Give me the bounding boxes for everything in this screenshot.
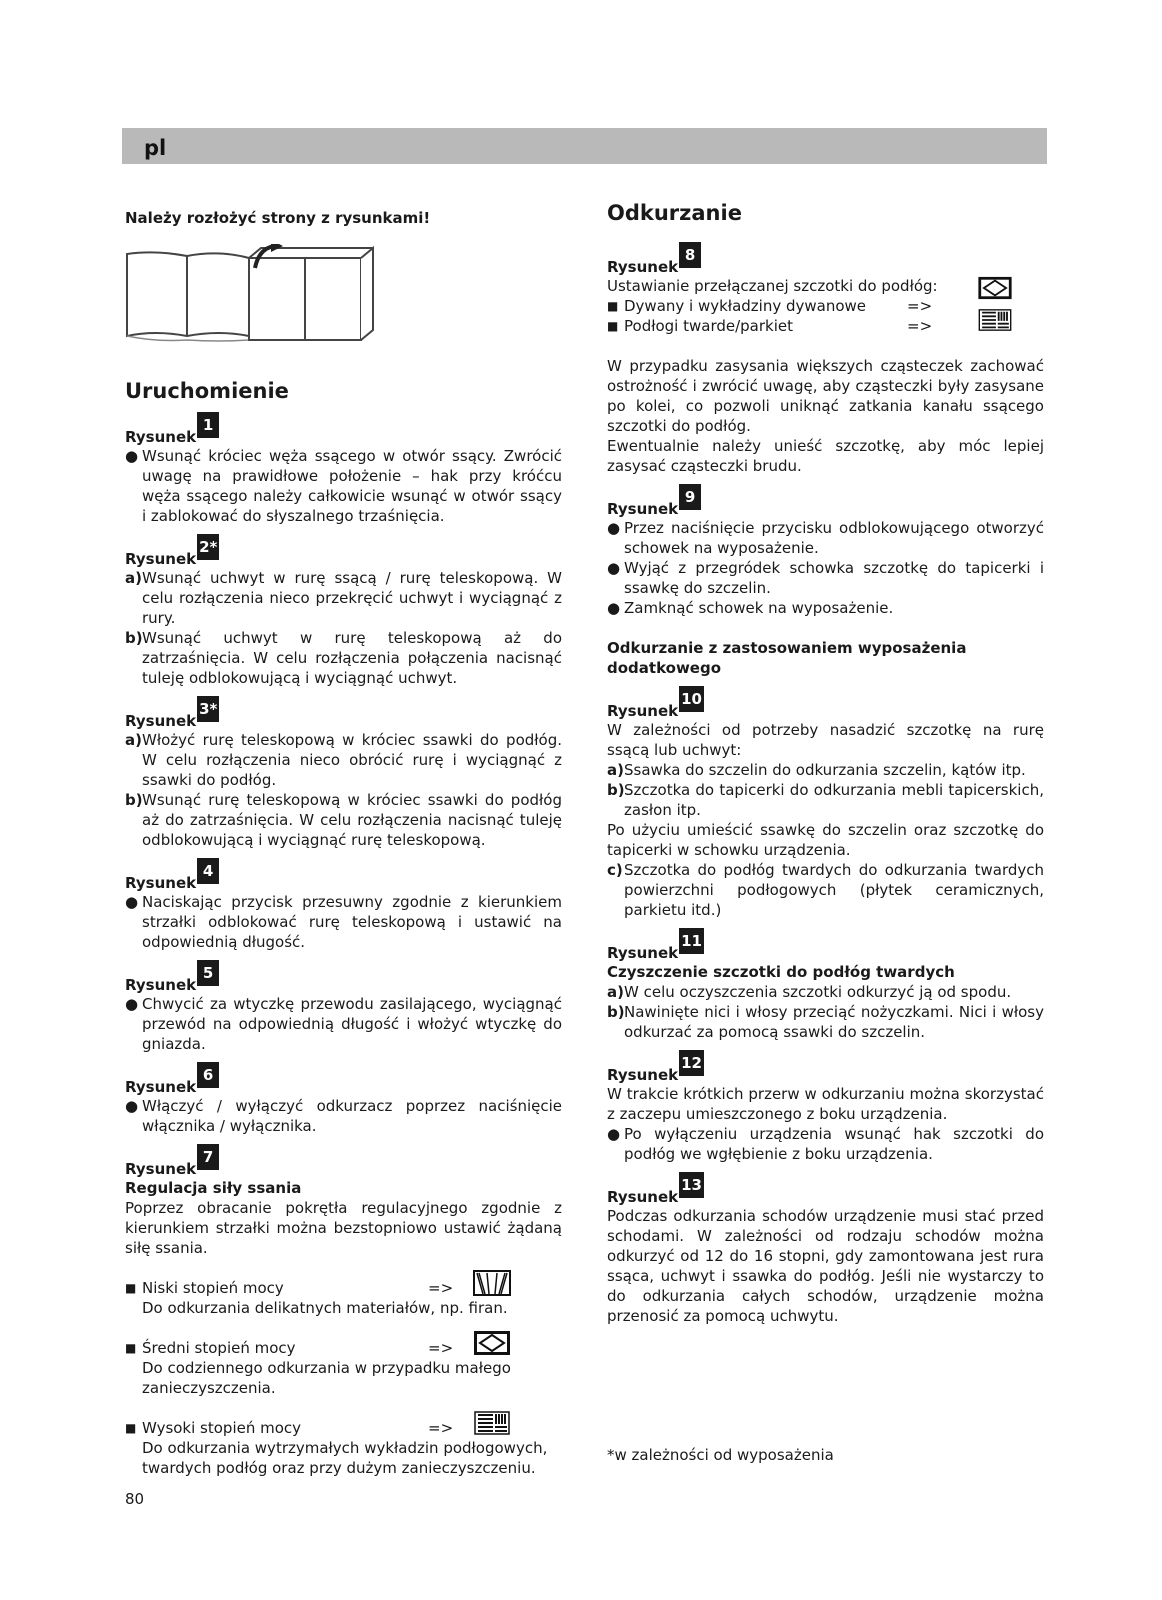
brush-setting-hardfloor: ■ Podłogi twarde/parkiet => xyxy=(607,316,1044,336)
figure-number-badge: 4 xyxy=(197,858,219,884)
figure-number-badge: 10 xyxy=(679,686,704,712)
language-header-bar xyxy=(122,128,1047,164)
figure-8-heading: Rysunek 8 xyxy=(607,250,1044,276)
list-item: b) Nawinięte nici i włosy przeciąć nożyczkami. Nici i włosy odkurzać za pomocą ssawki do szczelin. xyxy=(607,1003,1044,1041)
brush-setting-carpet: ■ Dywany i wykładziny dywanowe => xyxy=(607,297,933,315)
power-level-name: Średni stopień mocy xyxy=(142,1339,296,1357)
language-code: pl xyxy=(144,136,167,160)
carpet-icon xyxy=(473,1330,511,1356)
hardfloor-icon xyxy=(473,1410,511,1436)
list-item: a) Ssawka do szczelin do odkurzania szczelin, kątów itp. xyxy=(607,761,1026,779)
power-level-name: Niski stopień mocy xyxy=(142,1279,284,1297)
list-item: ● Włączyć / wyłączyć odkurzacz poprzez naciśnięcie włącznika / wyłącznika. xyxy=(125,1097,562,1135)
list-item: b) Wsunąć rurę teleskopową w króciec ssawki do podłóg aż do zatrzaśnięcia. W celu rozłączenia nacisnąć tuleję odblokowującą i wyciągnąć rurę teleskopową. xyxy=(125,791,562,849)
brush-cleaning-subtitle: Czyszczenie szczotki do podłóg twardych xyxy=(607,963,955,981)
right-column xyxy=(607,200,1044,1326)
list-item: b) Szczotka do tapicerki do odkurzania mebli tapicerskich, zasłon itp. xyxy=(607,781,1044,819)
power-level-description: Do odkurzania delikatnych materiałów, np. firan. xyxy=(142,1299,508,1317)
list-item: c) Szczotka do podłóg twardych do odkurzania twardych powierzchni podłogowych (płytek ceramicznych, parkietu itd.) xyxy=(607,861,1044,919)
figure-12-heading: Rysunek 12 xyxy=(607,1058,1044,1084)
page-number: 80 xyxy=(125,1490,145,1508)
figure-number-badge: 3* xyxy=(197,696,219,722)
figure-number-badge: 13 xyxy=(679,1172,704,1198)
brush-setting-intro: Ustawianie przełączanej szczotki do podłóg: xyxy=(607,276,1044,296)
figure-6-heading: Rysunek 6 xyxy=(125,1070,562,1096)
figure-3-heading: Rysunek 3* xyxy=(125,704,562,730)
stairs-note: Podczas odkurzania schodów urządzenie musi stać przed schodami. W zależności od rodzaju schodów można odkurzyć od 12 do 16 stopni, gdy zamontowana jest rura ssąca, uchwyt i ssawka do podłóg. Jeśli nie wystarczy to do odkurzania całych schodów, urządzenie można przenosić za pomocą uchwytu. xyxy=(607,1207,1044,1325)
equipment-footnote: *w zależności od wyposażenia xyxy=(607,1446,834,1464)
suction-control-subtitle: Regulacja siły ssania xyxy=(125,1179,302,1197)
power-level-description: Do codziennego odkurzania w przypadku małego zanieczyszczenia. xyxy=(142,1359,511,1397)
figure-number-badge: 6 xyxy=(197,1062,219,1088)
left-column xyxy=(125,200,562,1478)
figure-number-badge: 9 xyxy=(679,484,701,510)
parking-note: W trakcie krótkich przerw w odkurzaniu można skorzystać z zaczepu umieszczonego z boku urządzenia. xyxy=(607,1085,1044,1123)
power-level-high: ■ Wysoki stopień mocy => Do odkurzania wytrzymałych wykładzin podłogowych, twardych podłóg oraz przy dużym zanieczyszczeniu. xyxy=(125,1418,562,1478)
list-item: ● Zamknąć schowek na wyposażenie. xyxy=(607,599,894,617)
figure-10-heading: Rysunek 10 xyxy=(607,694,1044,720)
section-title-startup: Uruchomienie xyxy=(125,379,289,403)
curtain-icon xyxy=(473,1270,511,1296)
hardfloor-icon xyxy=(977,308,1013,332)
accessory-section-title: Odkurzanie z zastosowaniem wyposażenia dodatkowego xyxy=(607,639,967,677)
figure-number-badge: 7 xyxy=(197,1144,219,1170)
figure-9-heading: Rysunek 9 xyxy=(607,492,1044,518)
power-level-description: Do odkurzania wytrzymałych wykładzin podłogowych, twardych podłóg oraz przy dużym zanieczyszczeniu. xyxy=(142,1439,548,1477)
section-title-vacuuming: Odkurzanie xyxy=(607,201,742,225)
list-item: ● Przez naciśnięcie przycisku odblokowującego otworzyć schowek na wyposażenie. xyxy=(607,519,1044,557)
figure-number-badge: 2* xyxy=(197,534,219,560)
figure-number-badge: 5 xyxy=(197,960,219,986)
list-item: a) Wsunąć uchwyt w rurę ssącą / rurę teleskopową. W celu rozłączenia nieco przekręcić uchwyt i wyciągnąć z rury. xyxy=(125,569,562,627)
power-level-low: ■ Niski stopień mocy => Do odkurzania delikatnych materiałów, np. firan. xyxy=(125,1278,562,1318)
list-item: b) Wsunąć uchwyt w rurę teleskopową aż do zatrzaśnięcia. W celu rozłączenia połączenia nacisnąć tuleję odblokowującą i wyciągnąć uchwyt. xyxy=(125,629,562,687)
list-item: a) W celu oczyszczenia szczotki odkurzyć ją od spodu. xyxy=(607,983,1012,1001)
list-item: ● Po wyłączeniu urządzenia wsunąć hak szczotki do podłóg we wgłębienie z boku urządzenia. xyxy=(607,1125,1044,1163)
figure-number-badge: 8 xyxy=(679,242,701,268)
figure-number-badge: 12 xyxy=(679,1050,704,1076)
figure-2-heading: Rysunek 2* xyxy=(125,542,562,568)
figure-number-badge: 1 xyxy=(197,412,219,438)
list-item: ● Wsunąć króciec węża ssącego w otwór ssący. Zwrócić uwagę na prawidłowe położenie – hak przy króćcu węża ssącego należy całkowicie wsunąć w otwór ssący i zablokować do słyszalnego trzaśnięcia. xyxy=(125,447,562,525)
power-level-name: Wysoki stopień mocy xyxy=(142,1419,302,1437)
lift-brush-note: Ewentualnie należy unieść szczotkę, aby móc lepiej zasysać cząsteczki brudu. xyxy=(607,437,1044,475)
figure-11-heading: Rysunek 11 xyxy=(607,936,1044,962)
list-item: ● Naciskając przycisk przesuwny zgodnie z kierunkiem strzałki odblokować rurę teleskopową i ustawić na odpowiednią długość. xyxy=(125,893,562,951)
figure-13-heading: Rysunek 13 xyxy=(607,1180,1044,1206)
unfold-pages-note: Należy rozłożyć strony z rysunkami! xyxy=(125,209,431,227)
figure-number-badge: 11 xyxy=(679,928,704,954)
list-item: ● Wyjąć z przegródek schowka szczotkę do tapicerki i ssawkę do szczelin. xyxy=(607,559,1044,597)
large-particles-note: W przypadku zasysania większych cząsteczek zachować ostrożność i zwrócić uwagę, aby cząsteczki były zasysane po kolei, co pozwoli uniknąć zatkania kanału ssącego szczotki do podłóg. xyxy=(607,357,1044,435)
list-item: ● Chwycić za wtyczkę przewodu zasilającego, wyciągnąć przewód na odpowiednią długość i włożyć wtyczkę do gniazda. xyxy=(125,995,562,1053)
figure-1-heading: Rysunek 1 xyxy=(125,420,562,446)
list-item: a) Włożyć rurę teleskopową w króciec ssawki do podłóg. W celu rozłączenia nieco obrócić rurę i wyciągnąć z ssawki do podłóg. xyxy=(125,731,562,789)
figure-5-heading: Rysunek 5 xyxy=(125,968,562,994)
accessory-intro: W zależności od potrzeby nasadzić szczotkę na rurę ssącą lub uchwyt: xyxy=(607,721,1044,759)
figure-4-heading: Rysunek 4 xyxy=(125,866,562,892)
figure-7-heading: Rysunek 7 xyxy=(125,1152,562,1178)
open-book-illustration xyxy=(125,244,377,344)
power-level-medium: ■ Średni stopień mocy => Do codziennego odkurzania w przypadku małego zanieczyszczenia. xyxy=(125,1338,562,1398)
suction-control-text: Poprzez obracanie pokrętła regulacyjnego zgodnie z kierunkiem strzałki można bezstopniowo ustawić żądaną siłę ssania. xyxy=(125,1199,562,1257)
accessory-storage-note: Po użyciu umieścić ssawkę do szczelin oraz szczotkę do tapicerki w schowku urządzenia. xyxy=(607,821,1044,859)
